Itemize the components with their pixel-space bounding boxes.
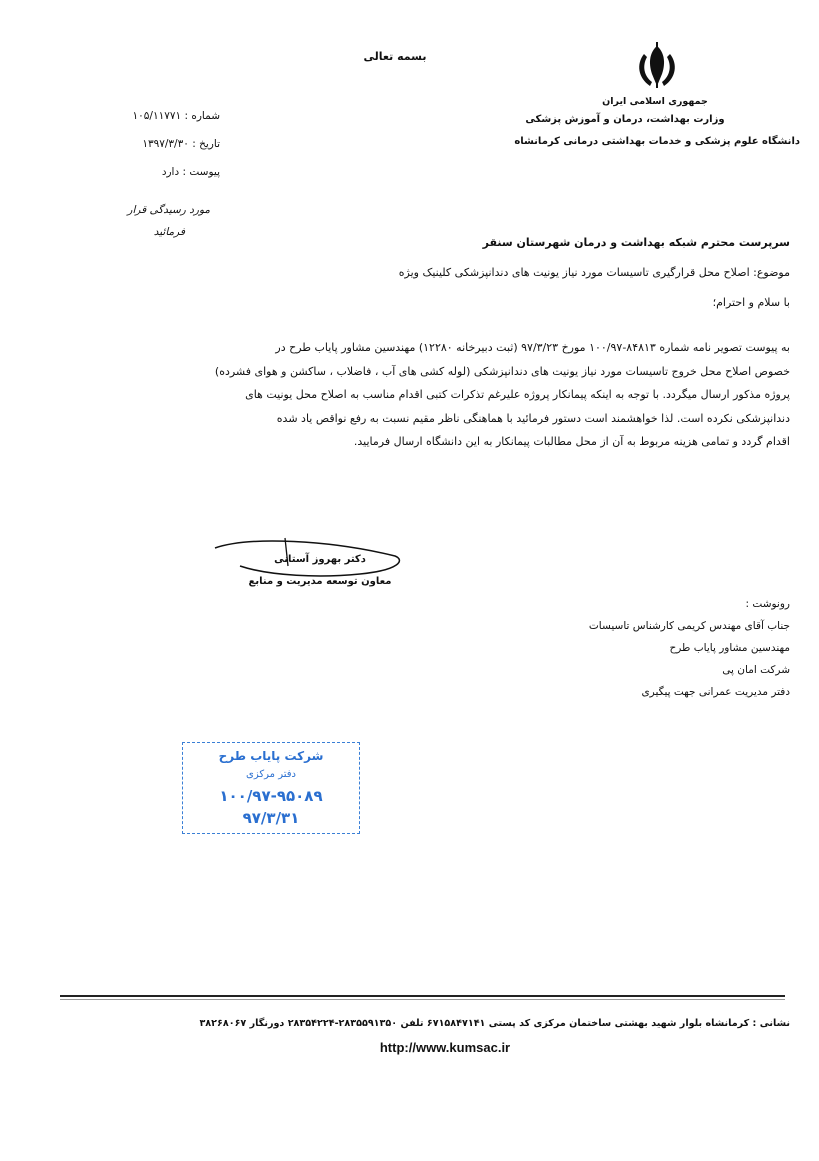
body-line: خصوص اصلاح محل خروج تاسیسات مورد نیاز یونیت های دندانپزشکی (لوله کشی های آب ، فاضلاب ، ساکشن و هوای فشرده) (214, 364, 790, 378)
body-line: اقدام گردد و تمامی هزینه مربوط به آن از محل مطالبات پیمانکار به این دانشگاه ارسال فرمایید. (353, 435, 790, 448)
body-line: به پیوست تصویر نامه شماره ۸۴۸۱۳-۱۰۰/۹۷ مورخ ۹۷/۳/۲۳ (ثبت دبیرخانه ۱۲۲۸۰) مهندسین مشاور پایاب طرح در (275, 341, 790, 354)
cc-item: شرکت امان پی (722, 664, 790, 676)
recipient: سرپرست محترم شبکه بهداشت و درمان شهرستان سنقر (482, 236, 790, 249)
cc-item: جناب آقای مهندس کریمی کارشناس تاسیسات (588, 620, 790, 632)
footer-divider (60, 995, 785, 997)
cc-heading: رونوشت : (745, 598, 790, 610)
signer-title: معاون توسعه مدیریت و منابع (248, 576, 392, 587)
attachment-status: پیوست : دارد (161, 166, 220, 178)
letter-date (100, 138, 220, 150)
number-value: ۱۰۵/۱۱۷۷۱ (132, 110, 182, 122)
republic-title: جمهوری اسلامی ایران (602, 96, 708, 107)
handwritten-note-1: مورد رسیدگی قرار (127, 204, 210, 216)
greeting: با سلام و احترام؛ (712, 296, 790, 309)
stamp-date: ۹۷/۳/۳۱ (242, 809, 300, 827)
signer-name: دکتر بهروز آستانی (274, 554, 366, 565)
cc-item: دفتر مدیریت عمرانی جهت پیگیری (641, 686, 790, 698)
company-stamp (182, 742, 360, 834)
ministry-title: وزارت بهداشت، درمان و آموزش پزشکی (525, 114, 725, 125)
date-label: تاریخ : (192, 138, 220, 150)
body-line: دندانپزشکی نکرده است. لذا خواهشمند است دستور فرمائید با هماهنگی ناظر مقیم نسبت به رفع نواقص یاد شده (276, 411, 790, 425)
stamp-number: ۱۰۰/۹۷-۹۵۰۸۹ (219, 787, 323, 805)
date-value: ۱۳۹۷/۳/۳۰ (142, 138, 189, 150)
footer-address: نشانی : کرمانشاه بلوار شهید بهشتی ساختمان مرکزی کد پستی ۶۷۱۵۸۴۷۱۴۱ تلفن ۲۸۳۵۵۹۱۳۵۰-۲۸۳۵۴۲۲۴ دورنگار ۳۸۲۶۸۰۶۷ (199, 1018, 790, 1029)
cc-item: مهندسین مشاور پایاب طرح (669, 642, 790, 654)
body-line: پروژه مذکور ارسال میگردد. با توجه به اینکه پیمانکار پروژه علیرغم تذکرات کتبی اقدام مناسب به اصلاح محل یونیت های (245, 388, 790, 401)
subject: موضوع: اصلاح محل قرارگیری تاسیسات مورد نیاز یونیت های دندانپزشکی کلینیک ویژه (398, 266, 790, 279)
footer-website-link[interactable]: http://www.kumsac.ir (379, 1040, 511, 1055)
handwritten-note-2: فرمائید (153, 226, 185, 238)
stamp-office: دفتر مرکزی (246, 769, 296, 780)
cc-list (560, 598, 790, 708)
iran-emblem-icon (622, 40, 692, 94)
basmala: بسمه تعالی (363, 50, 427, 63)
number-label: شماره : (184, 110, 220, 122)
stamp-company: شرکت پایاب طرح (218, 749, 324, 763)
letter-number (100, 110, 220, 122)
footer-divider-thin (60, 999, 785, 1000)
letter-body (100, 336, 790, 454)
university-title: دانشگاه علوم پزشکی و خدمات بهداشتی درمانی کرمانشاه (514, 136, 800, 147)
